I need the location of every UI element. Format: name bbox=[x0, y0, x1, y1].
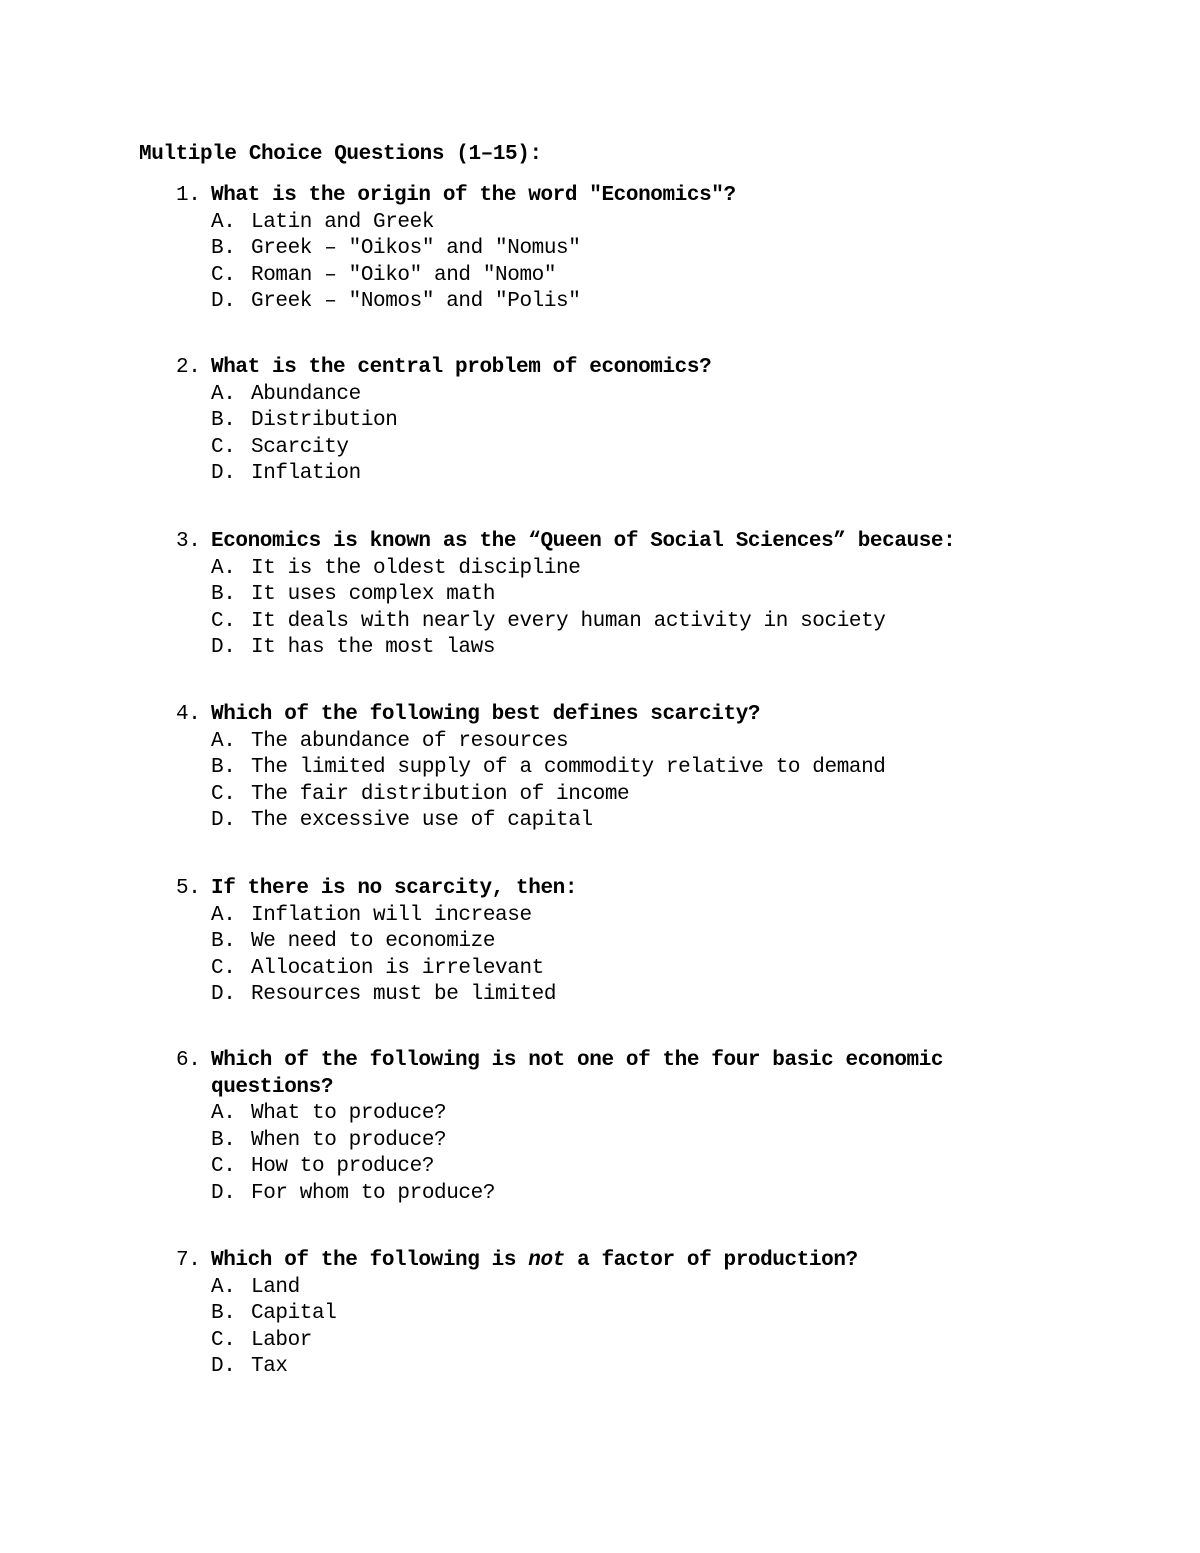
question-stem bbox=[176, 702, 1016, 729]
option-letter: C. bbox=[211, 956, 236, 980]
option-list bbox=[176, 729, 1016, 835]
option-letter: D. bbox=[211, 290, 236, 313]
question-text: Which of the following best defines scarcity? bbox=[211, 703, 761, 726]
option-a bbox=[211, 556, 1016, 583]
question-text-part: a factor of production? bbox=[564, 1249, 858, 1272]
option-d bbox=[211, 289, 1016, 316]
question-3 bbox=[176, 529, 1016, 662]
option-b bbox=[211, 582, 1016, 609]
option-text: Resources must be limited bbox=[251, 983, 557, 1006]
question-text-part: Which of the following is bbox=[211, 1249, 529, 1272]
option-letter: C. bbox=[211, 609, 236, 633]
option-text: The fair distribution of income bbox=[251, 782, 630, 806]
option-text: Abundance bbox=[251, 382, 361, 406]
option-list bbox=[176, 903, 1016, 1009]
option-text: When to produce? bbox=[251, 1128, 447, 1152]
option-letter: B. bbox=[211, 930, 236, 953]
option-d bbox=[211, 461, 1016, 488]
question-5 bbox=[176, 876, 1016, 1009]
option-letter: A. bbox=[211, 382, 236, 406]
question-text-emphasis: not bbox=[528, 1249, 565, 1272]
option-a bbox=[211, 1275, 1016, 1302]
question-6 bbox=[176, 1048, 1016, 1207]
option-text: The abundance of resources bbox=[251, 729, 569, 753]
option-text: What to produce? bbox=[251, 1102, 447, 1125]
option-list bbox=[176, 1275, 1016, 1381]
option-list bbox=[176, 210, 1016, 316]
option-letter: C. bbox=[211, 1155, 236, 1178]
option-text: Greek – "Nomos" and "Polis" bbox=[251, 290, 581, 313]
question-number: 6. bbox=[176, 1049, 201, 1072]
question-4 bbox=[176, 702, 1016, 835]
option-letter: B. bbox=[211, 409, 236, 432]
option-c bbox=[211, 263, 1016, 290]
question-number: 3. bbox=[176, 530, 201, 553]
option-letter: A. bbox=[211, 556, 236, 580]
question-text: What is the origin of the word "Economics"? bbox=[211, 184, 736, 207]
option-letter: B. bbox=[211, 1128, 236, 1152]
option-b bbox=[211, 1301, 1016, 1328]
question-number: 7. bbox=[176, 1249, 201, 1272]
option-text: It is the oldest discipline bbox=[251, 556, 581, 580]
option-letter: A. bbox=[211, 903, 236, 927]
question-number: 2. bbox=[176, 356, 201, 379]
option-a bbox=[211, 903, 1016, 930]
option-c bbox=[211, 1328, 1016, 1355]
question-text bbox=[211, 1248, 1016, 1275]
question-number: 4. bbox=[176, 703, 201, 726]
option-d bbox=[211, 1181, 1016, 1208]
option-a bbox=[211, 382, 1016, 409]
option-text: It uses complex math bbox=[251, 583, 496, 606]
option-text: Roman – "Oiko" and "Nomo" bbox=[251, 263, 557, 287]
option-d bbox=[211, 635, 1016, 662]
question-2 bbox=[176, 355, 1016, 488]
option-letter: A. bbox=[211, 210, 236, 234]
option-c bbox=[211, 782, 1016, 809]
option-text: How to produce? bbox=[251, 1155, 435, 1178]
option-text: Greek – "Oikos" and "Nomus" bbox=[251, 237, 581, 260]
option-c bbox=[211, 609, 1016, 636]
option-letter: B. bbox=[211, 237, 236, 260]
option-a bbox=[211, 729, 1016, 756]
option-text: Capital bbox=[251, 1302, 337, 1325]
option-letter: A. bbox=[211, 1102, 236, 1125]
option-b bbox=[211, 929, 1016, 956]
question-text: Economics is known as the “Queen of Social Sciences” because: bbox=[211, 530, 956, 553]
question-text: If there is no scarcity, then: bbox=[211, 877, 578, 900]
option-list bbox=[176, 1101, 1016, 1207]
question-stem bbox=[176, 1048, 1016, 1101]
option-text: We need to economize bbox=[251, 930, 496, 953]
option-c bbox=[211, 956, 1016, 983]
option-letter: D. bbox=[211, 462, 236, 485]
option-text: Distribution bbox=[251, 409, 398, 432]
question-7 bbox=[176, 1248, 1016, 1381]
option-b bbox=[211, 408, 1016, 435]
option-c bbox=[211, 1154, 1016, 1181]
section-heading: Multiple Choice Questions (1–15): bbox=[139, 143, 542, 166]
option-letter: D. bbox=[211, 809, 236, 832]
question-stem bbox=[176, 876, 1016, 903]
option-letter: D. bbox=[211, 983, 236, 1006]
option-c bbox=[211, 435, 1016, 462]
question-stem bbox=[176, 183, 1016, 210]
option-text: Scarcity bbox=[251, 435, 349, 459]
option-list bbox=[176, 382, 1016, 488]
option-letter: C. bbox=[211, 263, 236, 287]
option-letter: B. bbox=[211, 583, 236, 606]
question-number: 5. bbox=[176, 877, 201, 900]
option-b bbox=[211, 236, 1016, 263]
option-letter: C. bbox=[211, 782, 236, 806]
option-letter: C. bbox=[211, 1328, 236, 1352]
option-b bbox=[211, 1128, 1016, 1155]
question-number: 1. bbox=[176, 184, 201, 207]
option-list bbox=[176, 556, 1016, 662]
option-text: Labor bbox=[251, 1328, 313, 1352]
question-1 bbox=[176, 183, 1016, 316]
option-d bbox=[211, 808, 1016, 835]
option-letter: B. bbox=[211, 756, 236, 779]
option-d bbox=[211, 982, 1016, 1009]
question-text: What is the central problem of economics? bbox=[211, 356, 712, 379]
option-text: Allocation is irrelevant bbox=[251, 956, 544, 980]
question-stem bbox=[176, 355, 1016, 382]
question-stem bbox=[176, 1248, 1016, 1275]
option-text: Latin and Greek bbox=[251, 210, 435, 234]
option-letter: A. bbox=[211, 729, 236, 753]
option-letter: A. bbox=[211, 1275, 236, 1299]
option-text: Tax bbox=[251, 1355, 288, 1378]
option-text: For whom to produce? bbox=[251, 1181, 496, 1205]
option-text: It deals with nearly every human activity in society bbox=[251, 609, 886, 633]
option-text: It has the most laws bbox=[251, 636, 496, 659]
option-text: Inflation will increase bbox=[251, 903, 532, 927]
option-letter: D. bbox=[211, 1181, 236, 1205]
option-d bbox=[211, 1354, 1016, 1381]
question-stem bbox=[176, 529, 1016, 556]
option-text: The limited supply of a commodity relative to demand bbox=[251, 756, 886, 779]
question-text: Which of the following is not one of the four basic economic questions? bbox=[211, 1049, 944, 1099]
option-b bbox=[211, 755, 1016, 782]
option-text: Inflation bbox=[251, 462, 361, 485]
option-letter: B. bbox=[211, 1302, 236, 1325]
option-text: The excessive use of capital bbox=[251, 809, 593, 832]
option-letter: D. bbox=[211, 1355, 236, 1378]
option-a bbox=[211, 210, 1016, 237]
option-text: Land bbox=[251, 1275, 300, 1299]
option-letter: C. bbox=[211, 435, 236, 459]
option-a bbox=[211, 1101, 1016, 1128]
option-letter: D. bbox=[211, 636, 236, 659]
